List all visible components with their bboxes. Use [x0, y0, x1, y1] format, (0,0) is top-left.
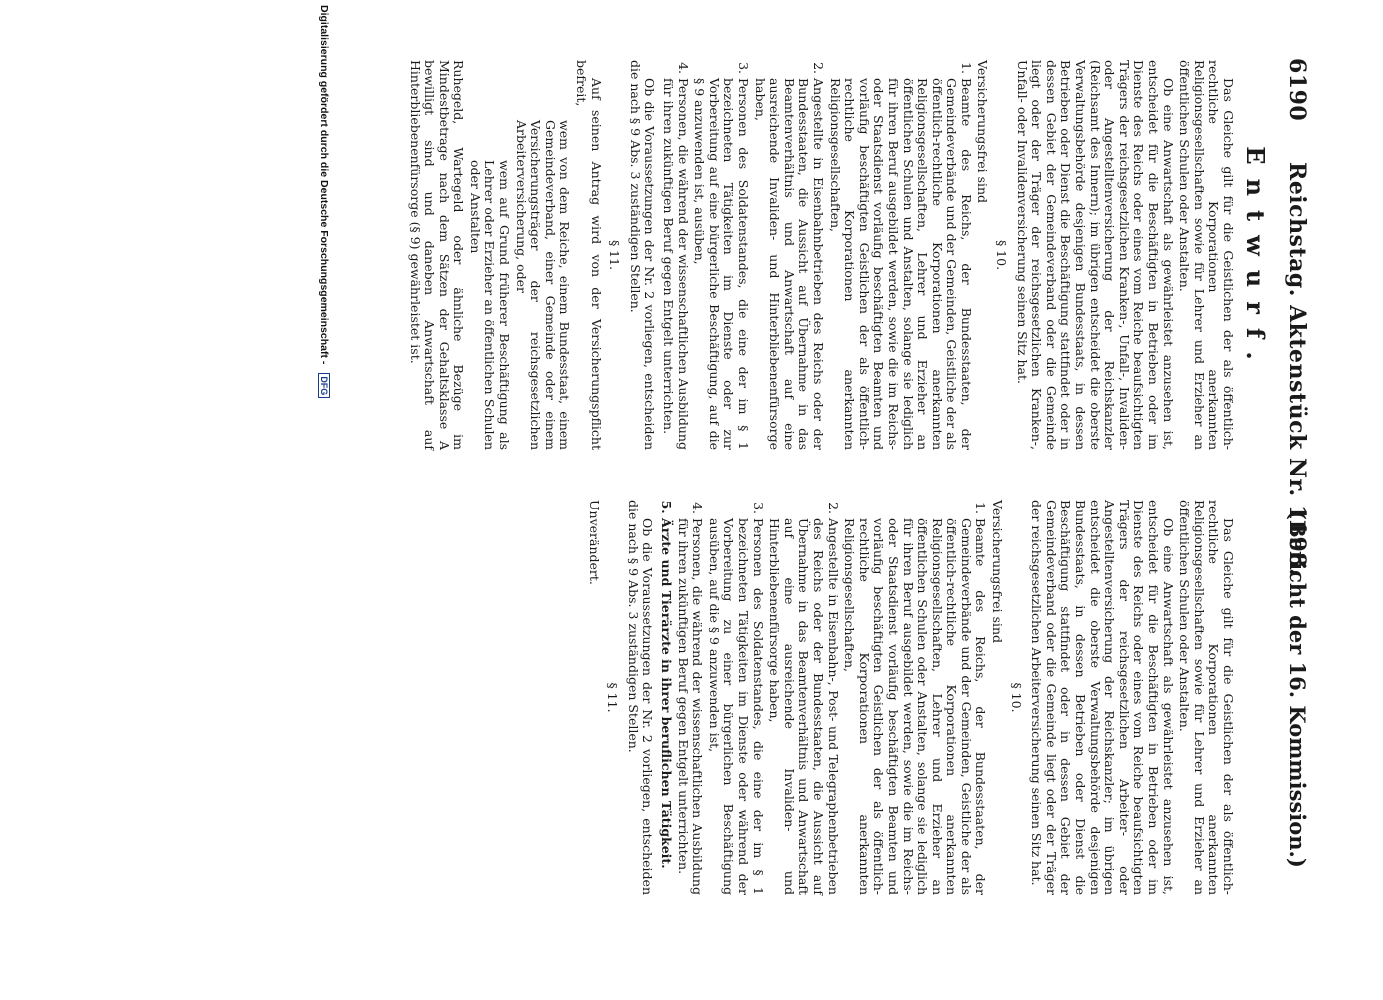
list-item: 1. Beamte des Reichs, der Bundesstaaten, der Gemeindeverbände und der Gemeinden, Geistliche der als öffentlich-rechtliche Korporationen anerkannten Religionsgesellschaften, Lehrer und Erzieher an öffentlichen Schulen oder Anstalten, solange sie lediglich für ihren Beruf ausgebildet werden, sowie die im Reichs- oder Staatsdienst vorläufig beschäftigten Beamten und vorläufig beschäftigten Geistlichen der als öffentlich-rechtliche Korporationen anerkannten Religionsgesellschaften,: [842, 518, 988, 895]
right-paragraph: Ob eine Anwartschaft als gewährleistet anzusehen ist, entscheidet für die Beschäftigten in Betrieben oder im Dienste des Reichs oder eines vom Reiche beaufsichtigten Trägers der reichsgesetzlichen Arbeiter- oder Angestelltenversicherung der Reichskanzler; im übrigen entscheidet die oberste Verwaltungsbehörde desjenigen Bundesstaats, in dessen Betrieben oder Dienst die Beschäftigung stattfindet oder in dessen Gebiet der Gemeindeverband oder die Gemeinde liegt oder der Träger der reichsgesetzlichen Arbeiterversicherung seinen Sitz hat.: [1029, 500, 1176, 895]
right-paragraph: Ob die Voraussetzungen der Nr. 2 vorliegen, entscheiden die nach § 9 Abs. 3 zuständigen Stellen.: [625, 500, 656, 895]
left-paragraph: Ob eine Anwartschaft als gewährleistet anzusehen ist, entscheidet für die Beschäftigten in Betrieben oder im Dienste des Reichs oder eines vom Reiche beaufsichtigten Trägers der reichsgesetzlichen Kranken-, Unfall-, Invaliden- oder Angestelltenversicherung der Reichskanzler (Reichsamt des Innern); im übrigen entscheidet die oberste Verwaltungsbehörde desjenigen Bundesstaats, in dessen Betrieben oder Dienst die Beschäftigung stattfindet oder in dessen Gebiet der Gemeindeverband oder die Gemeinde liegt oder der Träger der reichsgesetzlichen Kranken-, Unfall- oder Invalidenversicherung seinen Sitz hat.: [1014, 60, 1176, 450]
left-paragraph: Ob die Voraussetzungen der Nr. 2 vorliegen, entscheiden die nach § 9 Abs. 3 zuständigen Stellen.: [627, 60, 658, 450]
right-column: [584, 500, 1235, 895]
left-paragraph: Ruhegeld, Wartegeld oder ähnliche Bezüge im Mindestbetrage nach dem Sätzen der Gehaltsklasse A bewilligt sind und daneben Anwartschaft auf Hinterbliebenenfürsorge (§ 9) gewährleistet ist.: [407, 60, 467, 450]
list-item: 3. Personen des Soldatenstandes, die eine der im § 1 bezeichneten Tätigkeiten im Dienste oder zur Vorbereitung auf eine bürgerliche Beschäftigung, auf die § 9 anzuwenden ist, ausüben,: [692, 78, 750, 450]
left-section-heading: § 11.: [607, 239, 623, 271]
right-list: [658, 500, 987, 895]
list-item: 2. Angestellte in Eisenbahn-, Post- und Telegraphenbetrieben des Reichs oder der Bundesstaaten, die Aussicht auf Übernahme in das Beamtenverhältnis und Anwartschaft auf eine ausreichende Invaliden- und Hinterbliebenenfürsorge haben,: [767, 518, 840, 895]
list-item: 4. Personen, die während der wissenschaftlichen Ausbildung für ihren zukünftigen Beruf gegen Entgelt unterrichten.: [660, 78, 689, 450]
left-column: [405, 60, 1235, 450]
list-item: 1. Beamte des Reichs, der Bundesstaaten, der Gemeindeverbände und der Gemeinden, Geistliche der als öffentlich-rechtliche Korporationen anerkannten Religionsgesellschaften, Lehrer und Erzieher an öffentlichen Schulen und Anstalten, solange sie lediglich für ihren Beruf ausgebildet werden, sowie die im Reichs- oder Staatsdienst vorläufig beschäftigten Beamten und vorläufig beschäftigten Geistlichen der als öffentlich-rechtliche Korporationen anerkannten Religionsgesellschaften,: [827, 78, 973, 450]
right-section-heading: § 10.: [1008, 682, 1024, 713]
right-section-heading: § 11.: [605, 682, 621, 713]
footer-text: Digitalisierung gefördert durch die Deutsche Forschungsgemeinschaft -: [318, 5, 330, 365]
left-paragraph: Auf seinen Antrag wird von der Versicherungspflicht befreit,: [574, 60, 604, 450]
left-column-title: Entwurf.: [1241, 146, 1270, 374]
list-item: 4. Personen, die während der wissenschaftlichen Ausbildung für ihren zukünftigen Beruf gegen Entgelt unterrichten.: [675, 518, 704, 895]
left-list: [660, 60, 972, 450]
list-item: 5. Ärzte und Tierärzte in ihrer beruflichen Tätigkeit.: [658, 518, 673, 895]
digitization-credit: [318, 5, 330, 1000]
left-paragraph: Versicherungsfrei sind: [975, 60, 991, 204]
left-paragraph: wem von dem Reiche, einem Bundesstaat, einem Gemeindeverband, einer Gemeinde oder einem Versicherungsträger der reichsgesetzlichen Arbeiterversicherung, oder: [513, 120, 573, 450]
page-number: 6190: [1284, 58, 1310, 122]
header-title-left: Reichstag. Aktenstück Nr. 1198.: [1284, 162, 1310, 577]
header-title-right: (Bericht der 16. Kommission.): [1285, 510, 1310, 868]
right-paragraph: Versicherungsfrei sind: [990, 500, 1006, 644]
page-header-left: [1284, 58, 1310, 576]
list-item: 3. Personen des Soldatenstandes, die eine der im § 1 bezeichneten Tätigkeiten im Dienste oder während der Vorbereitung zu einer bürgerlichen Beschäftigung ausüben, auf die § 9 anzuwenden ist,: [706, 518, 764, 895]
right-paragraph: Das Gleiche gilt für die Geistlichen der als öffentlich-rechtliche Korporationen anerkannten Religionsgesellschaften sowie für Lehrer und Erzieher an öffentlichen Schulen oder Anstalten.: [1177, 500, 1236, 895]
left-section-heading: § 10.: [994, 239, 1010, 271]
right-paragraph: Unverändert.: [586, 500, 602, 585]
dfg-logo-icon: DFG: [318, 373, 330, 398]
left-paragraph: Das Gleiche gilt für die Geistlichen der als öffentlich-rechtliche Korporationen anerkannten Religionsgesellschaften sowie für Lehrer und Erzieher an öffentlichen Schulen oder Anstalten.: [1177, 60, 1236, 450]
list-item: 2. Angestellte in Eisenbahnbetrieben des Reichs oder der Bundesstaaten, die Aussicht auf Übernahme in das Beamtenverhältnis und Anwartschaft auf eine ausreichende Invaliden- und Hinterbliebenenfürsorge haben,: [752, 78, 825, 450]
left-paragraph: wem auf Grund früherer Beschäftigung als Lehrer oder Erzieher an öffentlichen Schulen oder Anstalten: [467, 160, 513, 450]
